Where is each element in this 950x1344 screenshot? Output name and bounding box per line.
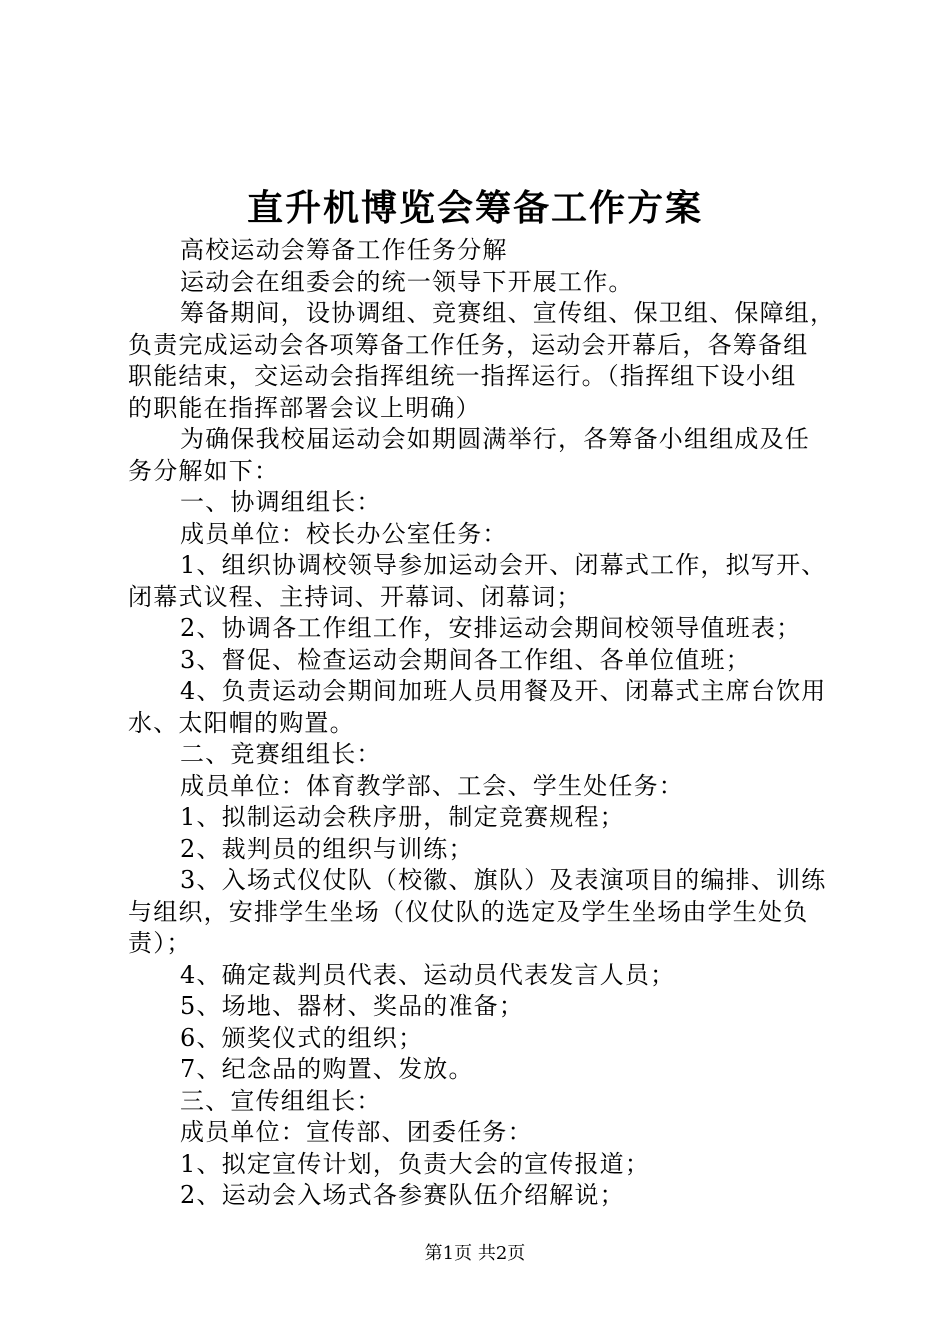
- body-line: 运动会在组委会的统一领导下开展工作。: [180, 267, 634, 296]
- body-line: 2、协调各工作组工作，安排运动会期间校领导值班表；: [180, 614, 802, 642]
- body-line: 1、组织协调校领导参加运动会开、闭幕式工作，拟写开、: [180, 551, 827, 579]
- body-line: 高校运动会筹备工作任务分解: [180, 236, 508, 264]
- body-line: 闭幕式议程、主持词、开幕词、闭幕词；: [128, 582, 582, 611]
- body-line: 成员单位：体育教学部、工会、学生处任务：: [180, 771, 684, 800]
- body-line: 6、颁奖仪式的组织；: [180, 1023, 424, 1052]
- body-line: 7、纪念品的购置、发放。: [180, 1055, 474, 1083]
- body-line: 5、场地、器材、奖品的准备；: [180, 992, 525, 1020]
- body-line: 1、拟制运动会秩序册，制定竞赛规程；: [180, 803, 625, 831]
- body-line: 1、拟定宣传计划，负责大会的宣传报道；: [180, 1149, 651, 1178]
- body-line: 4、确定裁判员代表、运动员代表发言人员；: [180, 960, 676, 989]
- body-line: 2、裁判员的组织与训练；: [180, 834, 474, 863]
- body-line: 筹备期间，设协调组、竞赛组、宣传组、保卫组、保障组，: [180, 299, 836, 327]
- body-line: 4、负责运动会期间加班人员用餐及开、闭幕式主席台饮用: [180, 677, 827, 705]
- body-line: 负责完成运动会各项筹备工作任务，运动会开幕后，各筹备组: [128, 330, 809, 359]
- body-line: 3、入场式仪仗队（校徽、旗队）及表演项目的编排、训练: [180, 866, 827, 894]
- body-line: 为确保我校届运动会如期圆满举行，各筹备小组组成及任: [180, 425, 810, 453]
- body-line: 一、协调组组长：: [180, 488, 382, 516]
- body-line: 2、运动会入场式各参赛队伍介绍解说；: [180, 1181, 625, 1209]
- body-line: 水、太阳帽的购置。: [128, 708, 355, 737]
- body-line: 成员单位：校长办公室任务：: [180, 519, 508, 548]
- page-footer: 第1页 共2页: [424, 1243, 526, 1264]
- body-line: 务分解如下：: [128, 456, 280, 485]
- body-line: 二、竞赛组组长：: [180, 740, 382, 768]
- body-line: 三、宣传组组长：: [180, 1086, 382, 1115]
- body-line: 的职能在指挥部署会议上明确）: [128, 393, 481, 422]
- document-body: [128, 235, 836, 1212]
- body-line: 责）；: [128, 929, 192, 957]
- document-title: 直升机博览会筹备工作方案: [246, 187, 703, 229]
- body-line: 3、督促、检查运动会期间各工作组、各单位值班；: [180, 645, 751, 674]
- body-line: 与组织，安排学生坐场（仪仗队的选定及学生坐场由学生处负: [128, 897, 809, 926]
- body-line: 职能结束，交运动会指挥组统一指挥运行。（指挥组下设小组: [128, 362, 797, 390]
- body-line: 成员单位：宣传部、团委任务：: [180, 1118, 533, 1146]
